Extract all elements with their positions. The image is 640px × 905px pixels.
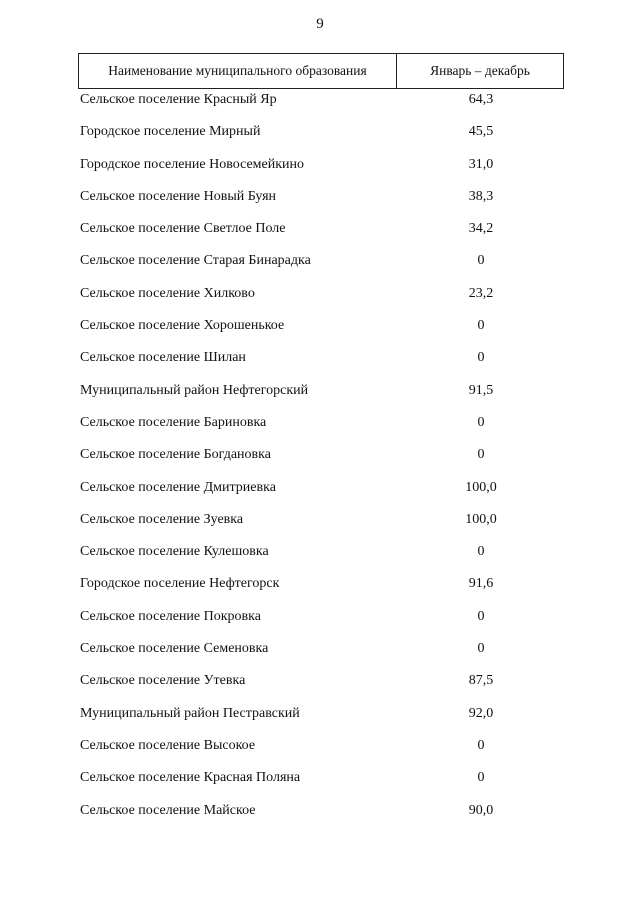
row-value: 0	[477, 318, 485, 334]
row-value: 0	[477, 770, 485, 786]
column-header-name: Наименование муниципального образования	[79, 54, 397, 88]
row-value: 0	[477, 414, 485, 430]
row-municipality-name: Сельское поселение Новый Буян	[80, 188, 277, 204]
table-row	[0, 342, 640, 374]
row-municipality-name: Муниципальный район Нефтегорский	[80, 382, 309, 398]
table-row	[0, 310, 640, 342]
row-municipality-name: Сельское поселение Бариновка	[80, 414, 267, 430]
row-municipality-name: Сельское поселение Высокое	[80, 737, 256, 753]
table-row	[0, 601, 640, 633]
row-municipality-name: Сельское поселение Семеновка	[80, 641, 269, 657]
column-header-period: Январь – декабрь	[430, 63, 530, 78]
table-row	[0, 245, 640, 277]
row-value: 0	[477, 608, 485, 624]
table-row	[0, 665, 640, 697]
table-row	[0, 116, 640, 148]
table-row	[0, 375, 640, 407]
table-row	[0, 278, 640, 310]
table-row	[0, 181, 640, 213]
row-value: 0	[477, 447, 485, 463]
row-municipality-name: Сельское поселение Богдановка	[80, 447, 271, 463]
page-number: 9	[316, 16, 324, 32]
row-municipality-name: Сельское поселение Покровка	[80, 608, 261, 624]
table-row	[0, 84, 640, 116]
row-value: 0	[477, 350, 485, 366]
table-row	[0, 149, 640, 181]
row-value: 0	[477, 641, 485, 657]
row-municipality-name: Городское поселение Нефтегорск	[80, 576, 280, 592]
row-municipality-name: Городское поселение Мирный	[80, 124, 261, 140]
row-value: 45,5	[468, 124, 494, 140]
table-row	[0, 698, 640, 730]
row-municipality-name: Сельское поселение Зуевка	[80, 511, 244, 527]
row-value: 0	[477, 253, 485, 269]
row-municipality-name: Сельское поселение Хилково	[80, 285, 255, 301]
row-value: 64,3	[468, 92, 494, 107]
table-row	[0, 472, 640, 504]
table-row	[0, 407, 640, 439]
row-value: 87,5	[468, 673, 494, 689]
row-municipality-name: Сельское поселение Майское	[80, 802, 256, 818]
table-body	[0, 84, 640, 827]
row-value: 92,0	[468, 705, 494, 721]
table-row	[0, 568, 640, 600]
table-row	[0, 213, 640, 245]
row-value: 91,5	[468, 382, 494, 398]
table-row	[0, 762, 640, 794]
row-municipality-name: Сельское поселение Дмитриевка	[80, 479, 276, 495]
table-row	[0, 633, 640, 665]
row-municipality-name: Сельское поселение Светлое Поле	[80, 221, 286, 237]
table-row	[0, 730, 640, 762]
row-municipality-name: Городское поселение Новосемейкино	[80, 156, 305, 172]
row-value: 23,2	[468, 285, 494, 301]
row-municipality-name: Сельское поселение Шилан	[80, 350, 246, 366]
row-value: 0	[477, 544, 485, 560]
table-row	[0, 504, 640, 536]
row-value: 100,0	[465, 511, 497, 527]
row-municipality-name: Сельское поселение Кулешовка	[80, 544, 269, 560]
row-municipality-name: Сельское поселение Красная Поляна	[80, 770, 301, 786]
row-municipality-name: Сельское поселение Красный Яр	[80, 92, 277, 107]
row-value: 90,0	[468, 802, 494, 818]
row-value: 31,0	[468, 156, 494, 172]
row-value: 100,0	[465, 479, 497, 495]
row-municipality-name: Сельское поселение Утевка	[80, 673, 246, 689]
row-municipality-name: Сельское поселение Хорошенькое	[80, 318, 285, 334]
table-row	[0, 439, 640, 471]
row-municipality-name: Муниципальный район Пестравский	[80, 705, 300, 721]
table-row	[0, 795, 640, 827]
table-row	[0, 536, 640, 568]
row-value: 38,3	[468, 188, 494, 204]
row-value: 34,2	[468, 221, 494, 237]
row-municipality-name: Сельское поселение Старая Бинарадка	[80, 253, 311, 269]
row-value: 91,6	[468, 576, 494, 592]
row-value: 0	[477, 737, 485, 753]
